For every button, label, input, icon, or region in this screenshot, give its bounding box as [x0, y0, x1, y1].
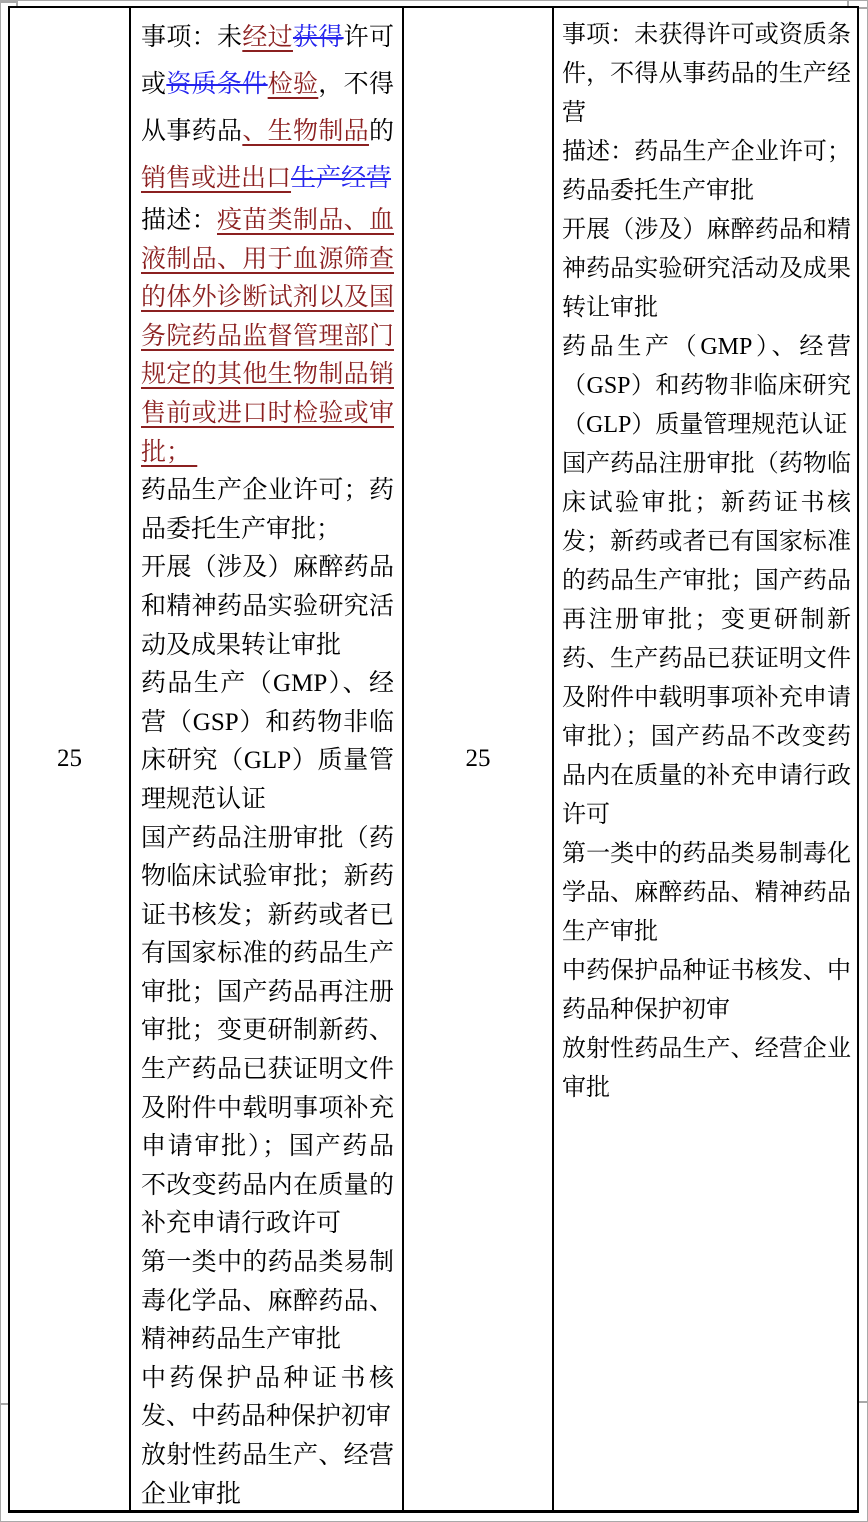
- paragraph: [141, 202, 394, 472]
- text-run: 开展（涉及）麻醉药品和精神药品实验研究活动及成果转让审批: [562, 217, 851, 321]
- clean-text-cell[interactable]: [554, 8, 857, 1510]
- inserted-text-run: 销售或进出口: [141, 165, 292, 192]
- text-run: 中药保护品种证书核发、中药品种保护初审: [141, 1364, 394, 1431]
- text-run: 许可或: [141, 24, 394, 98]
- paragraph: [562, 328, 851, 445]
- text-run: 药品生产（GMP）、经营（GSP）和药物非临床研究（GLP）质量管理规范认证: [141, 670, 394, 813]
- text-run: 药品生产企业许可；药品委托生产审批；: [141, 477, 394, 543]
- paragraph: [141, 549, 394, 665]
- text-run: 描述：药品生产企业许可；药品委托生产审批: [562, 139, 851, 204]
- inserted-text-run: 、生物制品: [242, 118, 369, 145]
- paragraph: [141, 820, 394, 1245]
- paragraph: [562, 211, 851, 328]
- text-run: 开展（涉及）麻醉药品和精神药品实验研究活动及成果转让审批: [141, 554, 394, 659]
- paragraph: [141, 472, 394, 549]
- text-run: 事项：未获得许可或资质条件，不得从事药品的生产经营: [562, 22, 851, 126]
- paragraph-tracked-changes: [141, 14, 394, 202]
- text-run: 药品生产（GMP）、经营（GSP）和药物非临床研究（GLP）质量管理规范认证: [562, 334, 851, 438]
- paragraph: [562, 16, 851, 133]
- text-run: 国产药品注册审批（药物临床试验审批；新药证书核发；新药或者已有国家标准的药品生产审批；国产药品再注册审批；变更研制新药、生产药品已获证明文件及附件中载明事项补充申请审批）；国产药品不改变药品内在质量的补充申请行政许可: [141, 824, 394, 1238]
- text-run: 事项：未: [141, 24, 243, 51]
- text-run: ，不得从事药品: [141, 71, 394, 145]
- text-run: 国产药品注册审批（药物临床试验审批；新药证书核发；新药或者已有国家标准的药品生产审批；国产药品再注册审批；变更研制新药、生产药品已获证明文件及附件中载明事项补充申请审批）；国产药品不改变药品内在质量的补充申请行政许可: [562, 451, 851, 828]
- row-number-left: 25: [57, 745, 82, 772]
- text-run: 的: [368, 118, 394, 145]
- text-run: 放射性药品生产、经营企业审批: [141, 1442, 394, 1508]
- text-run: 描述：: [141, 207, 217, 234]
- paragraph: [562, 445, 851, 835]
- row-number-right: 25: [465, 745, 491, 772]
- paragraph: [141, 1244, 394, 1360]
- paragraph: [562, 133, 851, 211]
- text-run: 放射性药品生产、经营企业审批: [562, 1036, 851, 1101]
- paragraph: [141, 665, 394, 819]
- inserted-text-run: 经过: [242, 24, 293, 51]
- tracked-changes-text-cell[interactable]: [131, 8, 404, 1510]
- text-run: 第一类中的药品类易制毒化学品、麻醉药品、精神药品生产审批: [141, 1249, 394, 1354]
- paragraph: [141, 1437, 394, 1510]
- paragraph: [562, 835, 851, 952]
- text-run: 中药保护品种证书核发、中药品种保护初审: [562, 958, 851, 1023]
- paragraph: [562, 952, 851, 1030]
- deleted-text-run: 资质条件: [166, 71, 268, 98]
- text-run: 第一类中的药品类易制毒化学品、麻醉药品、精神药品生产审批: [562, 841, 851, 945]
- comparison-table-row: [8, 6, 859, 1513]
- inserted-text-run: 疫苗类制品、血液制品、用于血源筛查的体外诊断试剂以及国务院药品监督管理部门规定的其他生物制品销售前或进口时检验或审批；: [141, 207, 394, 466]
- paragraph: [141, 1360, 394, 1437]
- deleted-text-run: 生产经营: [291, 165, 392, 192]
- inserted-text-run: 检验: [267, 71, 319, 98]
- row-number-cell-left[interactable]: [10, 8, 131, 1510]
- deleted-text-run: 获得: [292, 24, 344, 51]
- row-number-cell-right[interactable]: [404, 8, 554, 1510]
- paragraph: [562, 1030, 851, 1108]
